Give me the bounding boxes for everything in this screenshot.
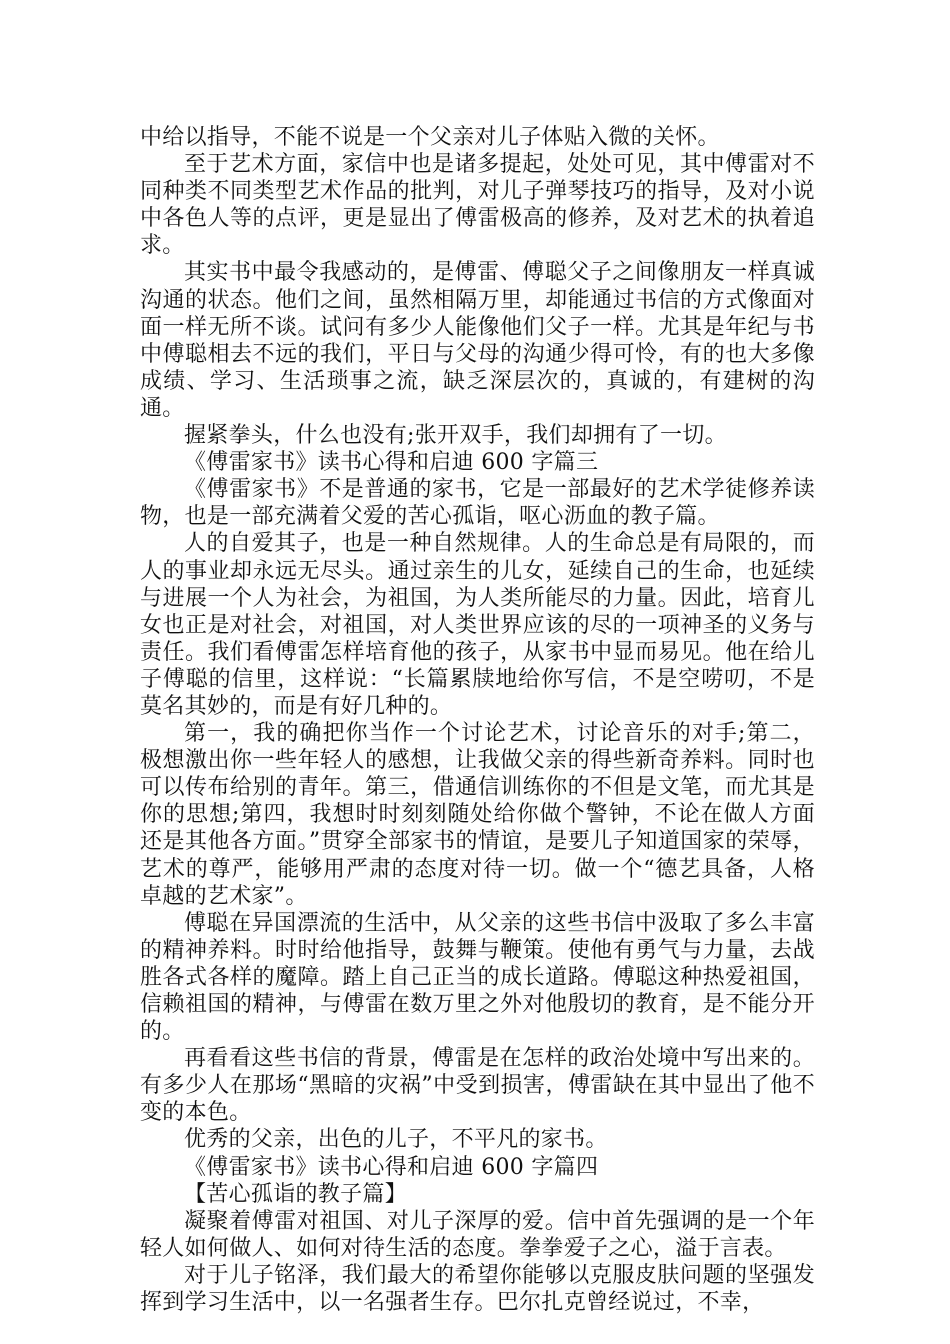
paragraph: 至于艺术方面，家信中也是诸多提起，处处可见，其中傅雷对不同种类不同类型艺术作品的批判，对儿子弹琴技巧的指导，及对小说中各色人等的点评，更是显出了傅雷极高的修养，及对艺术的执着追求。: [140, 152, 815, 259]
section-heading: 《傅雷家书》读书心得和启迪 600 字篇四: [184, 1154, 599, 1180]
paragraph: 凝聚着傅雷对祖国、对儿子深厚的爱。信中首先强调的是一个年轻人如何做人、如何对待生活的态度。拳拳爱子之心，溢于言表。: [140, 1208, 815, 1261]
section-heading: 《傅雷家书》读书心得和启迪 600 字篇三: [184, 450, 599, 476]
paragraph: 对于儿子铭泽，我们最大的希望你能够以克服皮肤问题的坚强发挥到学习生活中，以一名强者生存。巴尔扎克曾经说过，不幸，: [140, 1262, 815, 1316]
paragraph: 其实书中最令我感动的，是傅雷、傅聪父子之间像朋友一样真诚沟通的状态。他们之间，虽然相隔万里，却能通过书信的方式像面对面一样无所不谈。试问有多少人能像他们父子一样。尤其是年纪与书中傅聪相去不远的我们，平日与父母的沟通少得可怜，有的也大多像成绩、学习、生活琐事之流，缺乏深层次的，真诚的，有建树的沟通。: [140, 260, 815, 421]
paragraph: 握紧拳头，什么也没有;张开双手，我们却拥有了一切。: [184, 423, 727, 449]
paragraph: 《傅雷家书》不是普通的家书，它是一部最好的艺术学徒修养读物，也是一部充满着父爱的苦心孤诣，呕心沥血的教子篇。: [140, 477, 815, 530]
paragraph: 第一，我的确把你当作一个讨论艺术，讨论音乐的对手;第二，极想激出你一些年轻人的感想，让我做父亲的得些新奇养料。同时也可以传布给别的青年。第三，借通信训练你的不但是文笔，而尤其是你的思想;第四，我想时时刻刻随处给你做个警钟，不论在做人方面还是其他各方面。”贯穿全部家书的情谊，是要儿子知道国家的荣辱，艺术的尊严，能够用严肃的态度对待一切。做一个“德艺具备，人格卓越的艺术家”。: [140, 721, 815, 909]
paragraph: 再看看这些书信的背景，傅雷是在怎样的政治处境中写出来的。有多少人在那场“黑暗的灾祸”中受到损害，傅雷缺在其中显出了他不变的本色。: [140, 1046, 815, 1126]
paragraph: 傅聪在异国漂流的生活中，从父亲的这些书信中汲取了多么丰富的精神养料。时时给他指导，鼓舞与鞭策。使他有勇气与力量，去战胜各式各样的魔障。踏上自己正当的成长道路。傅聪这种热爱祖国，信赖祖国的精神，与傅雷在数万里之外对他殷切的教育，是不能分开的。: [140, 910, 815, 1045]
paragraph: 人的自爱其子，也是一种自然规律。人的生命总是有局限的，而人的事业却永远无尽头。通过亲生的儿女，延续自己的生命，也延续与进展一个人为社会，为祖国，为人类所能尽的力量。因此，培育儿女也正是对社会，对祖国，对人类世界应该的尽的一项神圣的义务与责任。我们看傅雷怎样培育他的孩子，从家书中显而易见。他在给儿子傅聪的信里，这样说：“长篇累牍地给你写信，不是空唠叨，不是莫名其妙的，而是有好几种的。: [140, 531, 815, 719]
paragraph: 中给以指导，不能不说是一个父亲对儿子体贴入微的关怀。: [140, 125, 720, 150]
section-subheading: 【苦心孤诣的教子篇】: [184, 1181, 408, 1207]
document-page: [140, 124, 815, 1316]
paragraph: 优秀的父亲，出色的儿子，不平凡的家书。: [184, 1127, 608, 1153]
